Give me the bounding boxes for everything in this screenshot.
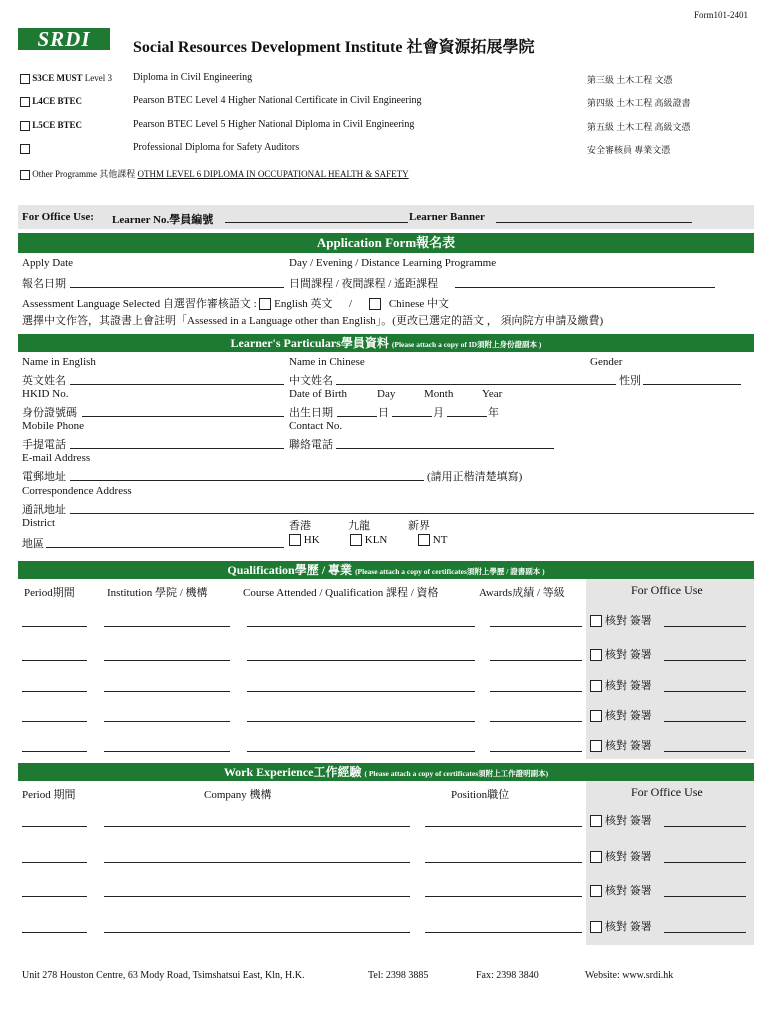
email-label-zh: 電郵地址 bbox=[22, 471, 66, 483]
other-programme-row bbox=[20, 167, 409, 180]
hkid-field[interactable] bbox=[82, 416, 284, 417]
gender-label-zh: 性別 bbox=[619, 375, 641, 387]
office-use-label: For Office Use: bbox=[22, 211, 94, 223]
district-kln-option bbox=[350, 534, 387, 546]
dob-day-label: Day bbox=[377, 388, 396, 400]
application-form-heading: Application Form報名表 bbox=[18, 233, 754, 253]
verify-sign-label: 核對 簽署 bbox=[605, 680, 652, 692]
verify-sign-label: 核對 簽署 bbox=[605, 815, 652, 827]
verify-checkbox[interactable] bbox=[590, 615, 602, 627]
work-period-field[interactable] bbox=[22, 896, 87, 897]
verify-sign-label: 核對 簽署 bbox=[605, 615, 652, 627]
gender-field[interactable] bbox=[643, 384, 741, 385]
programme-chinese: 第四級 土木工程 高級證書 bbox=[587, 98, 691, 108]
learner-no-label: Learner No.學員編號 bbox=[112, 214, 214, 226]
address-label: Correspondence Address bbox=[22, 485, 132, 497]
qual-office-check bbox=[590, 707, 652, 723]
qualification-heading bbox=[18, 561, 754, 579]
work-company-field[interactable] bbox=[104, 896, 410, 897]
programme-row-l5ce bbox=[20, 120, 82, 131]
email-label: E-mail Address bbox=[22, 452, 91, 464]
apply-date-label: Apply Date bbox=[22, 257, 74, 269]
programme-type: MUST bbox=[56, 73, 83, 83]
qual-office-use-header: For Office Use bbox=[631, 583, 703, 597]
work-position-header: Position職位 bbox=[451, 789, 510, 801]
programme-name: Pearson BTEC Level 4 Higher National Certificate in Civil Engineering bbox=[133, 95, 422, 106]
qual-institution-header: Institution 學院 / 機構 bbox=[107, 587, 208, 599]
verify-checkbox[interactable] bbox=[590, 680, 602, 692]
dob-day-field[interactable] bbox=[337, 416, 377, 417]
verify-checkbox[interactable] bbox=[590, 851, 602, 863]
programme-row-s3ce bbox=[20, 73, 112, 84]
qual-sign-field[interactable] bbox=[664, 660, 746, 661]
gender-label: Gender bbox=[590, 356, 623, 368]
verify-checkbox[interactable] bbox=[590, 649, 602, 661]
qual-period-field[interactable] bbox=[22, 721, 87, 722]
work-office-check bbox=[590, 882, 652, 898]
verify-checkbox[interactable] bbox=[590, 710, 602, 722]
nt-checkbox[interactable] bbox=[418, 534, 430, 546]
hkid-label: HKID No. bbox=[22, 388, 69, 400]
email-note: (請用正楷清楚填寫) bbox=[427, 471, 523, 483]
hk-checkbox[interactable] bbox=[289, 534, 301, 546]
qual-course-field[interactable] bbox=[247, 721, 475, 722]
qual-sign-field[interactable] bbox=[664, 751, 746, 752]
qual-period-header: Period期間 bbox=[24, 587, 75, 599]
learner-heading-note: (Please attach a copy of ID須附上身份證副本 ) bbox=[391, 340, 542, 349]
district-label: District bbox=[22, 517, 55, 529]
study-mode-label-zh: 日間課程 / 夜間課程 / 遙距課程 bbox=[289, 278, 439, 290]
dob-label: Date of Birth bbox=[289, 388, 348, 400]
other-programme-label: Other Programme 其他課程 bbox=[32, 169, 136, 179]
qual-institution-field[interactable] bbox=[104, 751, 230, 752]
work-position-field[interactable] bbox=[425, 862, 582, 863]
footer-address: Unit 278 Houston Centre, 63 Mody Road, Tsimshatsui East, Kln, H.K. bbox=[22, 970, 305, 981]
qual-awards-header: Awards成績 / 等級 bbox=[479, 587, 565, 599]
district-nt-option bbox=[418, 534, 447, 546]
qual-period-field[interactable] bbox=[22, 660, 87, 661]
programme-code: S3CE bbox=[32, 73, 55, 83]
name-zh-field[interactable] bbox=[336, 384, 616, 385]
qual-institution-field[interactable] bbox=[104, 626, 230, 627]
footer-fax: Fax: 2398 3840 bbox=[476, 970, 539, 981]
programme-checkbox[interactable] bbox=[20, 97, 30, 107]
dob-year-field[interactable] bbox=[447, 416, 487, 417]
chinese-option: Chinese 中文 bbox=[388, 298, 450, 310]
contact-label-zh: 聯絡電話 bbox=[289, 439, 333, 451]
address-label-zh: 通訊地址 bbox=[22, 504, 66, 516]
srdi-logo: SRDI bbox=[18, 28, 110, 50]
work-position-field[interactable] bbox=[425, 932, 582, 933]
verify-sign-label: 核對 簽署 bbox=[605, 851, 652, 863]
verify-checkbox[interactable] bbox=[590, 740, 602, 752]
programme-chinese: 第五級 土木工程 高級文憑 bbox=[587, 122, 691, 132]
dob-day-zh: 日 bbox=[378, 407, 389, 419]
other-programme-value: OTHM LEVEL 6 DIPLOMA IN OCCUPATIONAL HEALTH & SAFETY bbox=[137, 169, 409, 179]
programme-name: Diploma in Civil Engineering bbox=[133, 72, 253, 83]
name-zh-label: Name in Chinese bbox=[289, 356, 365, 368]
qualification-office-column bbox=[586, 579, 754, 759]
dob-year-label: Year bbox=[482, 388, 503, 400]
qual-period-field[interactable] bbox=[22, 626, 87, 627]
verify-sign-label: 核對 簽署 bbox=[605, 921, 652, 933]
learner-particulars-heading bbox=[18, 334, 754, 352]
programme-code: L4CE bbox=[32, 96, 56, 106]
qual-course-header: Course Attended / Qualification 課程 / 資格 bbox=[243, 587, 439, 599]
mobile-label-zh: 手提電話 bbox=[22, 439, 66, 451]
dob-year-zh: 年 bbox=[488, 407, 499, 419]
district-label-zh: 地區 bbox=[22, 538, 44, 550]
work-office-check bbox=[590, 812, 652, 828]
kln-checkbox[interactable] bbox=[350, 534, 362, 546]
work-sign-field[interactable] bbox=[664, 932, 746, 933]
qual-period-field[interactable] bbox=[22, 691, 87, 692]
work-position-field[interactable] bbox=[425, 896, 582, 897]
work-position-field[interactable] bbox=[425, 826, 582, 827]
work-company-field[interactable] bbox=[104, 826, 410, 827]
name-en-label: Name in English bbox=[22, 356, 96, 368]
work-company-field[interactable] bbox=[104, 862, 410, 863]
qual-period-field[interactable] bbox=[22, 751, 87, 752]
qual-sign-field[interactable] bbox=[664, 721, 746, 722]
assessment-note: 選擇中文作答，其證書上會註明「Assessed in a Language other than English」。(更改已選定的語文 ， 須向院方申請及繳費) bbox=[22, 315, 604, 327]
qual-institution-field[interactable] bbox=[104, 660, 230, 661]
work-period-field[interactable] bbox=[22, 932, 87, 933]
qual-institution-field[interactable] bbox=[104, 691, 230, 692]
work-office-check bbox=[590, 848, 652, 864]
page-title: Social Resources Development Institute 社會資源拓展學院 bbox=[133, 39, 535, 56]
work-heading-text: Work Experience工作經驗 bbox=[223, 765, 362, 779]
programme-row-l4ce bbox=[20, 96, 82, 107]
verify-checkbox[interactable] bbox=[590, 885, 602, 897]
qualification-heading-note: (Please attach a copy of certificates須附上學歷 / 證書副本 ) bbox=[355, 567, 545, 576]
programme-checkbox[interactable] bbox=[20, 170, 30, 180]
programme-checkbox[interactable] bbox=[20, 74, 30, 84]
option-separator: / bbox=[349, 298, 353, 310]
form-code: Form101-2401 bbox=[694, 10, 748, 20]
qual-institution-field[interactable] bbox=[104, 721, 230, 722]
work-heading-note: ( Please attach a copy of certificates須附上工作證明副本) bbox=[364, 769, 549, 778]
mobile-label: Mobile Phone bbox=[22, 420, 85, 432]
footer-website: Website: www.srdi.hk bbox=[585, 970, 674, 981]
qual-sign-field[interactable] bbox=[664, 626, 746, 627]
dob-month-label: Month bbox=[424, 388, 454, 400]
contact-field[interactable] bbox=[336, 448, 554, 449]
programme-name: Professional Diploma for Safety Auditors bbox=[133, 142, 300, 153]
qual-office-check bbox=[590, 737, 652, 753]
name-zh-label-zh: 中文姓名 bbox=[289, 375, 333, 387]
contact-label: Contact No. bbox=[289, 420, 343, 432]
work-office-check bbox=[590, 918, 652, 934]
assessment-language-row bbox=[22, 295, 449, 311]
programme-checkbox[interactable] bbox=[20, 121, 30, 131]
qual-awards-field[interactable] bbox=[490, 626, 582, 627]
programme-chinese: 安全審核員 專業文憑 bbox=[587, 145, 671, 155]
district-nt-zh: 新界 bbox=[408, 520, 430, 532]
work-experience-heading bbox=[18, 763, 754, 781]
qual-course-field[interactable] bbox=[247, 626, 475, 627]
address-field[interactable] bbox=[70, 513, 754, 514]
assessment-language-label: Assessment Language Selected 自選習作審核語文 : bbox=[22, 298, 257, 310]
verify-sign-label: 核對 簽署 bbox=[605, 885, 652, 897]
work-office-use-header: For Office Use bbox=[631, 785, 703, 799]
qualification-heading-text: Qualification學歷 / 專業 bbox=[227, 563, 353, 577]
work-sign-field[interactable] bbox=[664, 826, 746, 827]
qual-awards-field[interactable] bbox=[490, 660, 582, 661]
learner-banner-label: Learner Banner bbox=[409, 211, 485, 223]
work-company-field[interactable] bbox=[104, 932, 410, 933]
verify-sign-label: 核對 簽署 bbox=[605, 649, 652, 661]
dob-month-zh: 月 bbox=[433, 407, 444, 419]
district-hk-zh: 香港 bbox=[289, 520, 311, 532]
study-mode-field[interactable] bbox=[455, 287, 715, 288]
qual-sign-field[interactable] bbox=[664, 691, 746, 692]
verify-checkbox[interactable] bbox=[590, 921, 602, 933]
hkid-label-zh: 身份證號碼 bbox=[22, 407, 77, 419]
qual-office-check bbox=[590, 677, 652, 693]
chinese-checkbox[interactable] bbox=[369, 298, 381, 310]
learner-banner-field[interactable] bbox=[496, 222, 692, 223]
kln-label: KLN bbox=[364, 534, 388, 546]
work-period-field[interactable] bbox=[22, 862, 87, 863]
hk-label: HK bbox=[303, 534, 320, 546]
name-en-label-zh: 英文姓名 bbox=[22, 375, 66, 387]
verify-sign-label: 核對 簽署 bbox=[605, 710, 652, 722]
english-checkbox[interactable] bbox=[259, 298, 271, 310]
qual-awards-field[interactable] bbox=[490, 721, 582, 722]
learner-heading-text: Learner's Particulars學員資料 bbox=[230, 336, 389, 350]
qual-course-field[interactable] bbox=[247, 660, 475, 661]
programme-chinese: 第三級 土木工程 文憑 bbox=[587, 75, 673, 85]
study-mode-label: Day / Evening / Distance Learning Programme bbox=[289, 257, 497, 269]
email-field[interactable] bbox=[70, 480, 424, 481]
verify-sign-label: 核對 簽署 bbox=[605, 740, 652, 752]
qual-office-check bbox=[590, 612, 652, 628]
apply-date-label-zh: 報名日期 bbox=[22, 278, 66, 290]
mobile-field[interactable] bbox=[70, 448, 284, 449]
english-option: English 英文 bbox=[274, 298, 333, 310]
work-period-field[interactable] bbox=[22, 826, 87, 827]
programme-level: Level 3 bbox=[84, 73, 113, 83]
qual-awards-field[interactable] bbox=[490, 751, 582, 752]
nt-label: NT bbox=[432, 534, 448, 546]
apply-date-field[interactable] bbox=[70, 287, 284, 288]
qual-office-check bbox=[590, 646, 652, 662]
district-field[interactable] bbox=[46, 547, 284, 548]
learner-no-field[interactable] bbox=[225, 222, 408, 223]
qual-course-field[interactable] bbox=[247, 751, 475, 752]
work-company-header: Company 機構 bbox=[204, 789, 272, 801]
qual-awards-field[interactable] bbox=[490, 691, 582, 692]
verify-checkbox[interactable] bbox=[590, 815, 602, 827]
programme-code: L5CE bbox=[32, 120, 56, 130]
programme-row-safety bbox=[20, 143, 30, 154]
work-sign-field[interactable] bbox=[664, 896, 746, 897]
programme-type: BTEC bbox=[57, 120, 83, 130]
qual-course-field[interactable] bbox=[247, 691, 475, 692]
dob-month-field[interactable] bbox=[392, 416, 432, 417]
district-kln-zh: 九龍 bbox=[348, 520, 370, 532]
programme-type: BTEC bbox=[57, 96, 83, 106]
dob-label-zh: 出生日期 bbox=[289, 407, 333, 419]
work-sign-field[interactable] bbox=[664, 862, 746, 863]
name-en-field[interactable] bbox=[70, 384, 284, 385]
work-period-header: Period 期間 bbox=[22, 789, 76, 801]
district-hk-option bbox=[289, 534, 320, 546]
programme-name: Pearson BTEC Level 5 Higher National Diploma in Civil Engineering bbox=[133, 119, 415, 130]
programme-checkbox[interactable] bbox=[20, 144, 30, 154]
footer-tel: Tel: 2398 3885 bbox=[368, 970, 429, 981]
